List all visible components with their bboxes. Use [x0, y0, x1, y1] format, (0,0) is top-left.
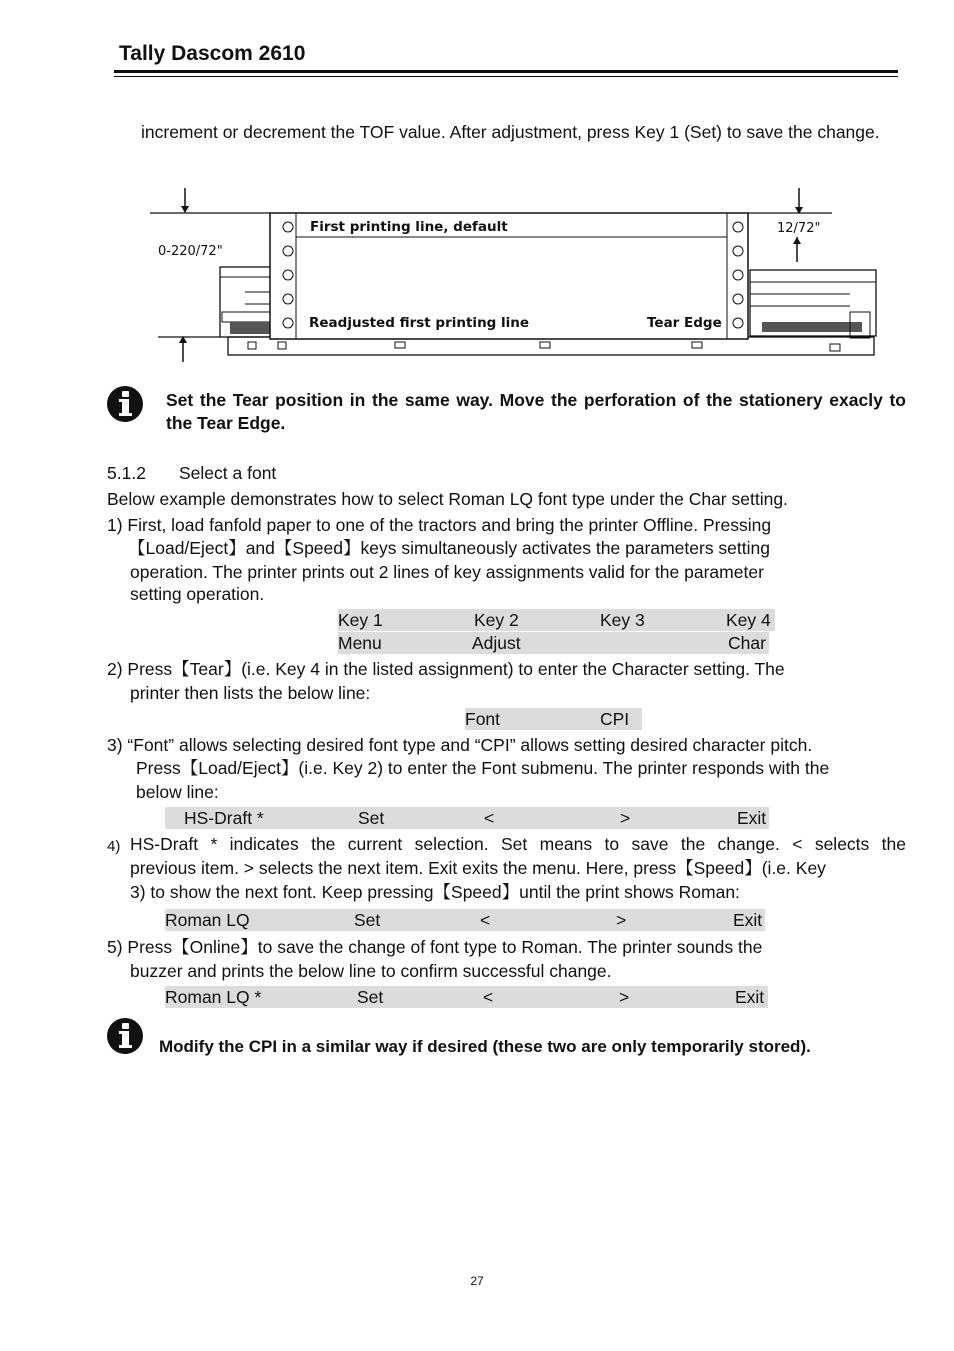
key1-function: Menu: [338, 633, 382, 653]
key-assignment-row1: [338, 609, 775, 631]
key4-function: Char: [728, 633, 766, 653]
step3-line2: Press【Load/Eject】(i.e. Key 2) to enter the Font submenu. The printer responds with the: [136, 758, 830, 778]
info-icon: [107, 386, 143, 422]
right-dimension-label: 12/72": [777, 221, 821, 236]
readjusted-line-label: Readjusted first printing line: [309, 315, 530, 331]
step1-line2: 【Load/Eject】and【Speed】keys simultaneously activates the parameters setting: [128, 538, 770, 558]
hsdraft-row: [165, 807, 769, 829]
section-number: 5.1.2: [107, 463, 146, 483]
key-assignment-row2: [338, 632, 769, 654]
step4-line3: 3) to show the next font. Keep pressing【Speed】until the print shows Roman:: [130, 882, 740, 902]
prev-option: <: [480, 910, 491, 930]
set-option: Set: [358, 808, 385, 828]
next-option: >: [620, 808, 631, 828]
prev-option: <: [483, 987, 494, 1007]
roman-saved-row: [165, 986, 768, 1008]
section-intro: Below example demonstrates how to select Roman LQ font type under the Char setting.: [107, 489, 788, 509]
intro-paragraph: increment or decrement the TOF value. After adjustment, press Key 1 (Set) to save the change.: [141, 122, 880, 142]
info-icon: [107, 1018, 143, 1054]
cpi-option: CPI: [600, 709, 630, 729]
step1-line1: 1) First, load fanfold paper to one of the tractors and bring the printer Offline. Pressing: [107, 515, 772, 535]
prev-option: <: [484, 808, 495, 828]
font-option: Font: [465, 709, 501, 729]
exit-option: Exit: [735, 987, 765, 1007]
step5-line2: buzzer and prints the below line to confirm successful change.: [130, 961, 612, 981]
set-option: Set: [357, 987, 384, 1007]
tear-edge-label: Tear Edge: [647, 315, 722, 331]
step3-line3: below line:: [136, 782, 219, 802]
step4-line1: HS-Draft * indicates the current selection. Set means to save the change. < selects the: [130, 834, 906, 854]
roman-row: [165, 909, 765, 931]
set-option: Set: [354, 910, 381, 930]
step3-line1: 3) “Font” allows selecting desired font type and “CPI” allows setting desired character pitch.: [107, 735, 813, 755]
cpi-note: Modify the CPI in a similar way if desired (these two are only temporarily stored).: [159, 1037, 811, 1056]
next-option: >: [619, 987, 630, 1007]
page-number: 27: [470, 1274, 484, 1288]
key4-label: Key 4: [726, 610, 771, 630]
step4-line2: previous item. > selects the next item. Exit exits the menu. Here, press【Speed】(i.e. Key: [130, 858, 826, 878]
exit-option: Exit: [737, 808, 767, 828]
font-roman: Roman LQ: [165, 910, 250, 930]
step2-line2: printer then lists the below line:: [130, 683, 371, 703]
key3-label: Key 3: [600, 610, 645, 630]
document-header-title: Tally Dascom 2610: [119, 42, 306, 65]
font-hsdraft: HS-Draft *: [184, 808, 264, 828]
step1-line3: operation. The printer prints out 2 lines of key assignments valid for the parameter: [130, 562, 764, 582]
char-menu-row: [465, 708, 642, 730]
key2-function: Adjust: [472, 633, 521, 653]
step1-line4: setting operation.: [130, 584, 265, 604]
tear-note: Set the Tear position in the same way. Move the perforation of the stationery exacly to the Tear Edge.: [166, 390, 906, 433]
left-dimension-label: 0-220/72": [158, 244, 223, 259]
header-rule: [114, 70, 898, 73]
step5-line1: 5) Press【Online】to save the change of font type to Roman. The printer sounds the: [107, 937, 763, 957]
key1-label: Key 1: [338, 610, 383, 630]
font-roman-selected: Roman LQ *: [165, 987, 262, 1007]
step2-line1: 2) Press【Tear】(i.e. Key 4 in the listed assignment) to enter the Character setting. The: [107, 659, 785, 679]
first-line-label: First printing line, default: [310, 219, 508, 235]
exit-option: Exit: [733, 910, 763, 930]
paper-position-figure: [150, 182, 880, 374]
next-option: >: [616, 910, 627, 930]
key2-label: Key 2: [474, 610, 519, 630]
section-title: Select a font: [179, 463, 277, 483]
header-rule-thin: [114, 76, 898, 77]
step4-number: 4): [107, 838, 121, 855]
